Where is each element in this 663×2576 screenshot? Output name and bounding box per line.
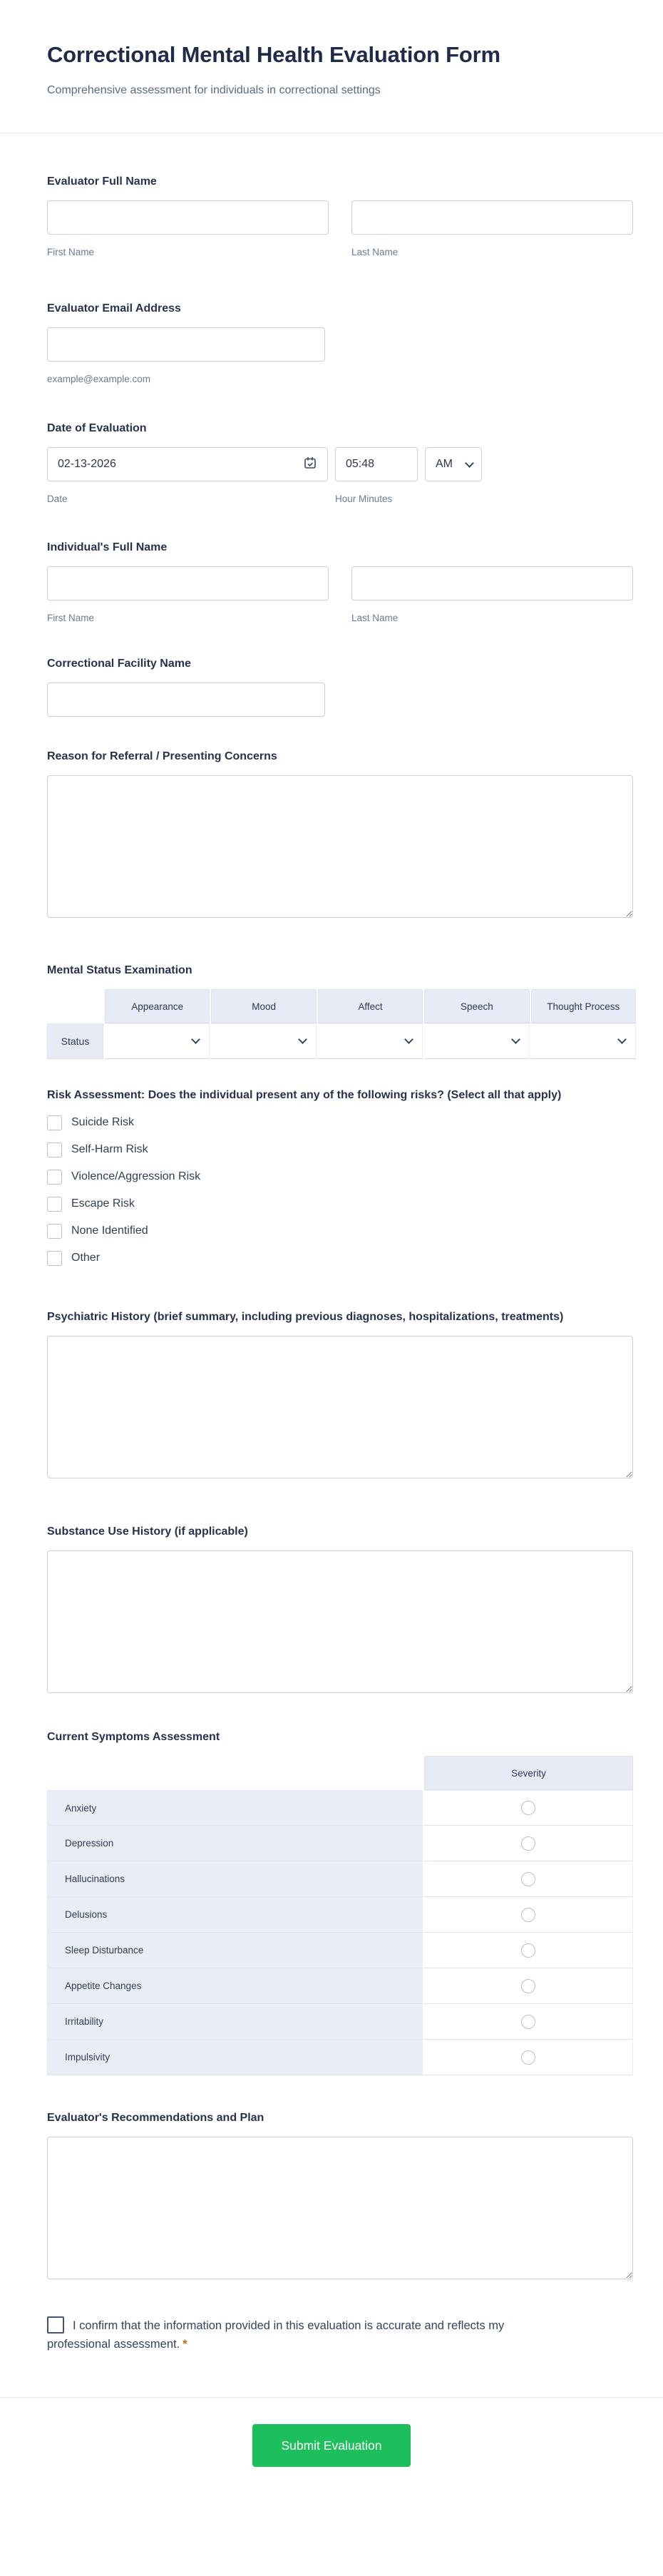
page-title: Correctional Mental Health Evaluation Form bbox=[47, 42, 500, 67]
checkbox-icon[interactable] bbox=[47, 1170, 62, 1185]
mse-col-header-affect: Affect bbox=[318, 989, 423, 1023]
date-input[interactable] bbox=[47, 447, 328, 481]
section-evaluation-date bbox=[47, 420, 633, 506]
individual-first-name-input[interactable] bbox=[47, 566, 329, 600]
recommendations-label: Evaluator's Recommendations and Plan bbox=[47, 2112, 264, 2124]
evaluator-email-label: Evaluator Email Address bbox=[47, 302, 181, 315]
mse-col-header-thought-process: Thought Process bbox=[531, 989, 636, 1023]
facility-name-input[interactable] bbox=[47, 683, 325, 717]
mse-col-header-appearance: Appearance bbox=[105, 989, 210, 1023]
symptom-cell-appetite-changes bbox=[424, 1968, 633, 2004]
individual-last-name-input[interactable] bbox=[351, 566, 633, 600]
section-substance-use bbox=[47, 1523, 633, 1693]
mse-select-mood[interactable] bbox=[211, 1023, 316, 1059]
mse-select-speech[interactable] bbox=[424, 1023, 529, 1059]
symptoms-col-header-severity: Severity bbox=[424, 1756, 633, 1790]
chevron-down-icon bbox=[511, 1035, 520, 1044]
referral-reason-label: Reason for Referral / Presenting Concerns bbox=[47, 750, 277, 762]
mse-corner-cell bbox=[47, 989, 103, 1023]
risk-option-label: None Identified bbox=[71, 1225, 148, 1237]
chevron-down-icon bbox=[298, 1035, 307, 1044]
checkbox-icon[interactable] bbox=[47, 1143, 62, 1157]
severity-radio[interactable] bbox=[521, 1836, 535, 1851]
evaluator-name-label: Evaluator Full Name bbox=[47, 175, 157, 188]
symptom-row-label-anxiety: Anxiety bbox=[47, 1790, 423, 1826]
time-input[interactable] bbox=[335, 447, 418, 481]
symptom-row-label-impulsivity: Impulsivity bbox=[47, 2040, 423, 2075]
symptom-row-label-hallucinations: Hallucinations bbox=[47, 1861, 423, 1897]
mse-col-header-mood: Mood bbox=[211, 989, 316, 1023]
email-helper-text: example@example.com bbox=[47, 374, 151, 384]
calendar-icon[interactable] bbox=[303, 456, 317, 474]
severity-radio[interactable] bbox=[521, 1943, 535, 1958]
section-evaluator-email bbox=[47, 300, 633, 386]
section-psychiatric-history bbox=[47, 1309, 633, 1478]
symptom-cell-depression bbox=[424, 1826, 633, 1861]
risk-option-label: Escape Risk bbox=[71, 1197, 135, 1210]
date-value: 02-13-2026 bbox=[58, 458, 116, 470]
section-symptoms bbox=[47, 1729, 633, 2075]
chevron-down-icon bbox=[404, 1035, 413, 1044]
severity-radio[interactable] bbox=[521, 1801, 535, 1815]
section-referral-reason bbox=[47, 748, 633, 918]
recommendations-textarea[interactable] bbox=[47, 2137, 633, 2279]
page-subtitle: Comprehensive assessment for individuals in correctional settings bbox=[47, 84, 381, 96]
mental-status-label: Mental Status Examination bbox=[47, 964, 192, 976]
confirmation-checkbox[interactable] bbox=[47, 2316, 64, 2334]
section-evaluator-name bbox=[47, 173, 633, 259]
first-name-sublabel: First Name bbox=[47, 247, 95, 257]
risk-option-label: Self-Harm Risk bbox=[71, 1143, 148, 1155]
severity-radio[interactable] bbox=[521, 1979, 535, 1993]
evaluator-last-name-input[interactable] bbox=[351, 200, 633, 235]
last-name-sublabel: Last Name bbox=[351, 247, 399, 257]
time-sublabel: Hour Minutes bbox=[335, 494, 393, 504]
chevron-down-icon bbox=[617, 1035, 627, 1044]
checkbox-icon[interactable] bbox=[47, 1197, 62, 1212]
referral-reason-textarea[interactable] bbox=[47, 775, 633, 918]
confirmation-label: I confirm that the information provided in this evaluation is accurate and reflects my professional assessment. bbox=[47, 2319, 505, 2351]
facility-name-label: Correctional Facility Name bbox=[47, 658, 191, 670]
checkbox-icon[interactable] bbox=[47, 1224, 62, 1239]
section-recommendations bbox=[47, 2110, 633, 2279]
mse-select-appearance[interactable] bbox=[105, 1023, 210, 1059]
symptom-cell-irritability bbox=[424, 2004, 633, 2040]
symptom-row-label-irritability: Irritability bbox=[47, 2004, 423, 2040]
substance-use-label: Substance Use History (if applicable) bbox=[47, 1525, 248, 1538]
time-value: 05:48 bbox=[346, 458, 375, 470]
risk-option-escape[interactable] bbox=[47, 1195, 633, 1212]
risk-option-suicide[interactable] bbox=[47, 1114, 633, 1131]
submit-button[interactable]: Submit Evaluation bbox=[252, 2424, 411, 2467]
substance-use-textarea[interactable] bbox=[47, 1550, 633, 1693]
individual-name-label: Individual's Full Name bbox=[47, 541, 168, 553]
mental-status-table bbox=[47, 989, 636, 1059]
symptoms-label: Current Symptoms Assessment bbox=[47, 1731, 220, 1743]
section-risk-assessment bbox=[47, 1087, 633, 1267]
symptoms-corner-cell bbox=[47, 1756, 423, 1790]
meridiem-select[interactable] bbox=[425, 447, 482, 481]
risk-option-violence[interactable] bbox=[47, 1168, 633, 1185]
symptom-row-label-depression: Depression bbox=[47, 1826, 423, 1861]
psychiatric-history-label: Psychiatric History (brief summary, including previous diagnoses, hospitalizations, treatments) bbox=[47, 1311, 564, 1323]
confirmation-row[interactable] bbox=[47, 2316, 539, 2353]
symptom-row-label-delusions: Delusions bbox=[47, 1897, 423, 1933]
risk-option-none[interactable] bbox=[47, 1222, 633, 1240]
symptom-cell-hallucinations bbox=[424, 1861, 633, 1897]
risk-option-label: Violence/Aggression Risk bbox=[71, 1170, 201, 1182]
meridiem-value: AM bbox=[436, 458, 453, 470]
symptom-cell-delusions bbox=[424, 1897, 633, 1933]
risk-assessment-label: Risk Assessment: Does the individual present any of the following risks? (Select all that apply) bbox=[47, 1089, 562, 1101]
last-name-sublabel: Last Name bbox=[351, 613, 399, 623]
section-mental-status bbox=[47, 962, 633, 1059]
symptom-cell-anxiety bbox=[424, 1790, 633, 1826]
severity-radio[interactable] bbox=[521, 2015, 535, 2029]
symptom-row-label-appetite-changes: Appetite Changes bbox=[47, 1968, 423, 2004]
risk-option-other[interactable] bbox=[47, 1249, 633, 1267]
date-sublabel: Date bbox=[47, 494, 68, 504]
mse-col-header-speech: Speech bbox=[424, 989, 529, 1023]
evaluator-first-name-input[interactable] bbox=[47, 200, 329, 235]
checkbox-icon[interactable] bbox=[47, 1115, 62, 1130]
symptom-row-label-sleep-disturbance: Sleep Disturbance bbox=[47, 1933, 423, 1968]
footer-divider bbox=[0, 2397, 663, 2398]
risk-option-self-harm[interactable] bbox=[47, 1141, 633, 1158]
severity-radio[interactable] bbox=[521, 1872, 535, 1886]
section-facility-name bbox=[47, 655, 633, 717]
mse-select-thought-process[interactable] bbox=[531, 1023, 636, 1059]
symptom-cell-sleep-disturbance bbox=[424, 1933, 633, 1968]
mse-row-label-status: Status bbox=[47, 1023, 103, 1059]
risk-option-label: Other bbox=[71, 1252, 101, 1264]
chevron-down-icon bbox=[465, 459, 474, 468]
severity-radio[interactable] bbox=[521, 2050, 535, 2065]
first-name-sublabel: First Name bbox=[47, 613, 95, 623]
severity-radio[interactable] bbox=[521, 1908, 535, 1922]
psychiatric-history-textarea[interactable] bbox=[47, 1336, 633, 1478]
mse-select-affect[interactable] bbox=[318, 1023, 423, 1059]
form-header bbox=[47, 0, 633, 99]
checkbox-icon[interactable] bbox=[47, 1251, 62, 1266]
section-individual-name bbox=[47, 539, 633, 625]
evaluator-email-input[interactable] bbox=[47, 327, 325, 362]
symptom-cell-impulsivity bbox=[424, 2040, 633, 2075]
symptoms-table bbox=[47, 1756, 633, 2075]
risk-option-label: Suicide Risk bbox=[71, 1116, 135, 1128]
evaluation-date-label: Date of Evaluation bbox=[47, 422, 147, 434]
chevron-down-icon bbox=[192, 1035, 201, 1044]
required-asterisk: * bbox=[183, 2338, 187, 2351]
